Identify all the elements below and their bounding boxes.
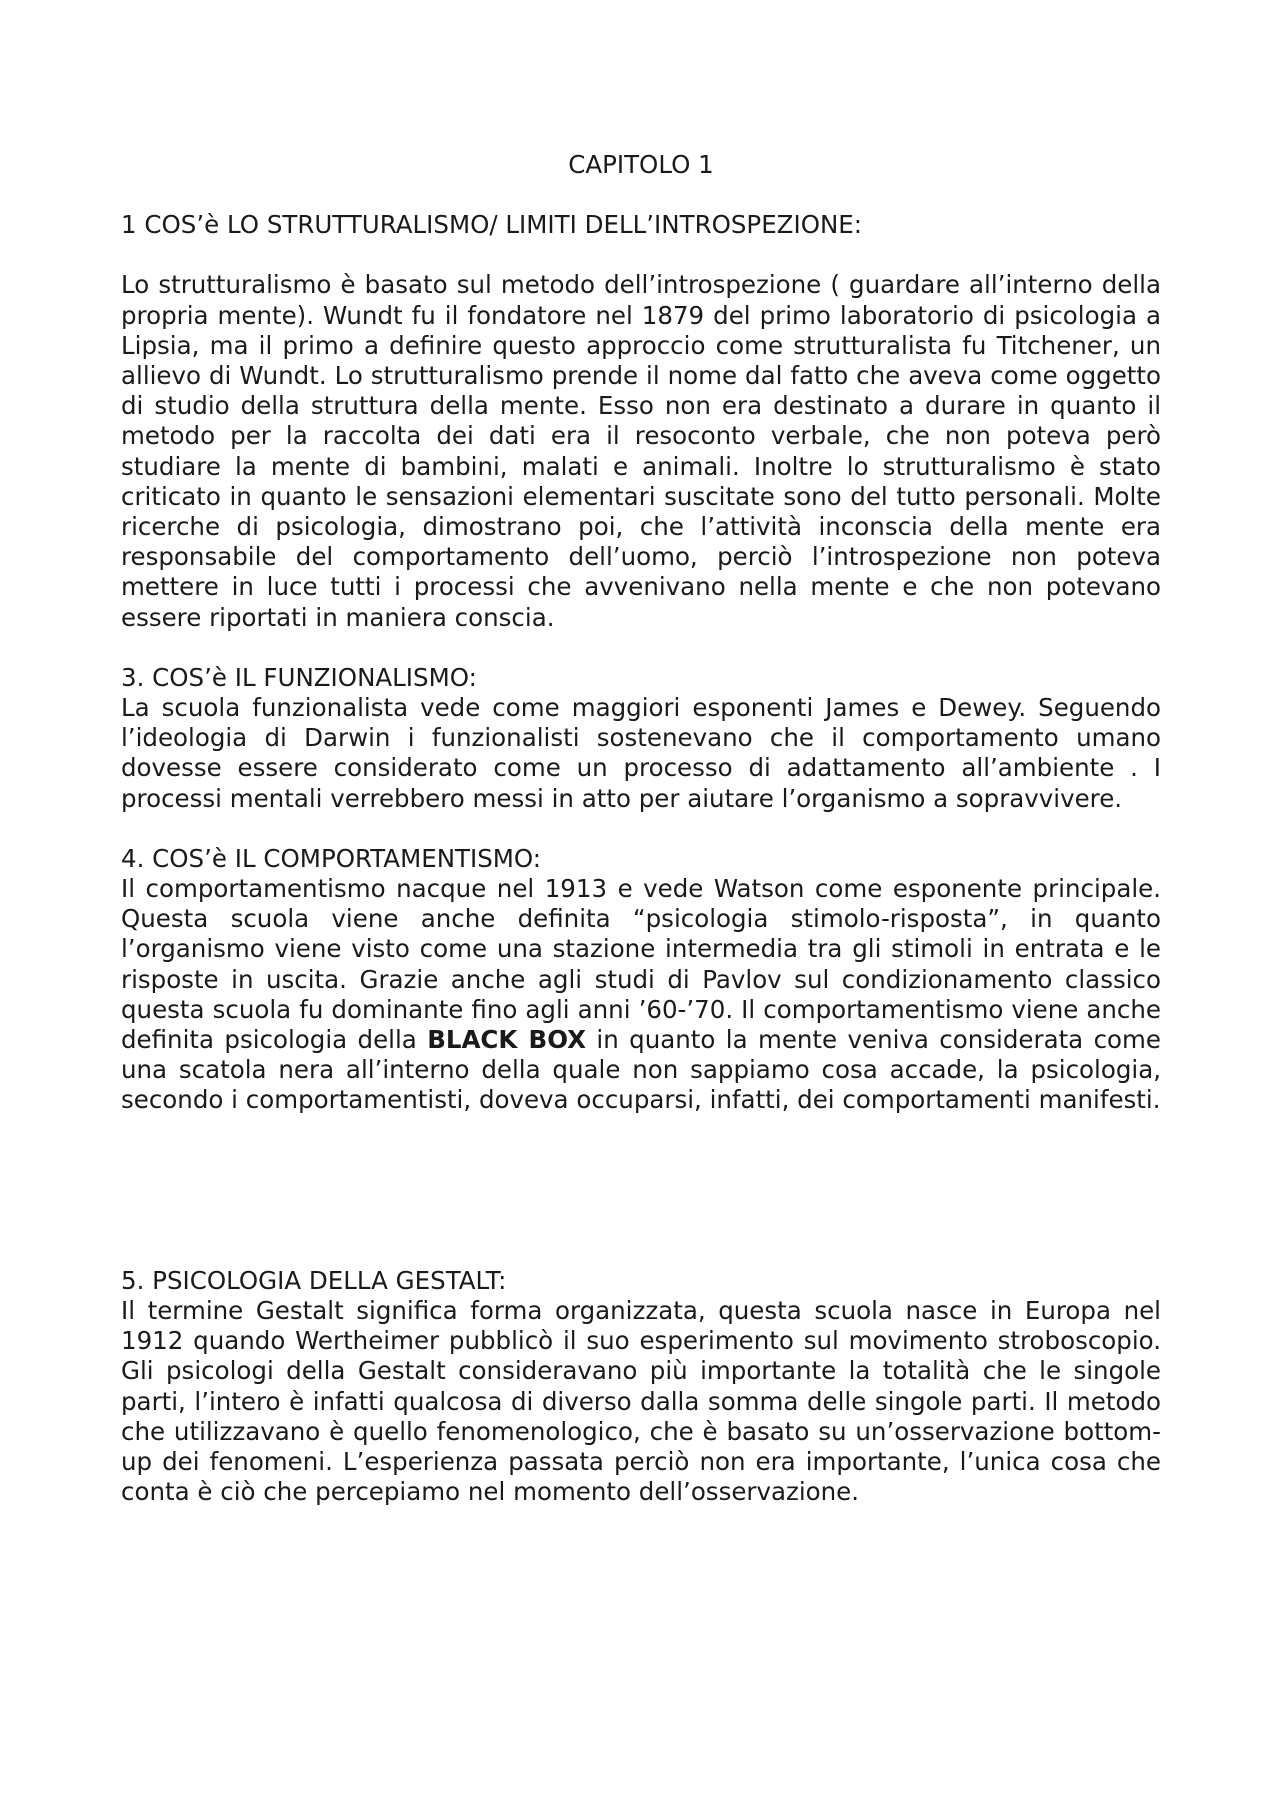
spacer — [121, 633, 1161, 663]
behaviorism-text-part1: Il comportamentismo nacque nel 1913 e vede Watson come esponente principale. Questa scuola viene anche definita “psicologia stimolo-risposta”, in quanto l’organismo viene visto come una stazione intermedia tra gli stimoli in entrata e le risposte in uscita. Grazie anche agli studi di Pavlov sul condizionamento classico questa scuola fu dominante fino agli anni ’60-’70. Il comportamentismo viene anche definita psicologia della — [121, 874, 1161, 1055]
section-heading-functionalism: 3. COS’è IL FUNZIONALISMO: — [121, 662, 477, 692]
chapter-title: CAPITOLO 1 — [568, 150, 714, 179]
document-page — [121, 150, 1161, 1507]
spacer — [121, 1116, 1161, 1266]
section-heading-behaviorism: 4. COS’è IL COMPORTAMENTISMO: — [121, 843, 542, 873]
section-body-gestalt: Il termine Gestalt significa forma organizzata, questa scuola nasce in Europa nel 1912 quando Wertheimer pubblicò il suo esperimento sul movimento stroboscopio. Gli psicologi della Gestalt consideravano più importante la totalità che le singole parti, l’intero è infatti qualcosa di diverso dalla somma delle singole parti. Il metodo che utilizzavano è quello fenomenologico, che è basato su un’osservazione bottom-up dei fenomeni. L’esperienza passata perciò non era importante, l’unica cosa che conta è ciò che percepiamo nel momento dell’osservazione. — [121, 1295, 1161, 1507]
section-body-structuralism: Lo strutturalismo è basato sul metodo dell’introspezione ( guardare all’interno della propria mente). Wundt fu il fondatore nel 1879 del primo laboratorio di psicologia a Lipsia, ma il primo a definire questo approccio come strutturalista fu Titchener, un allievo di Wundt. Lo strutturalismo prende il nome dal fatto che aveva come oggetto di studio della struttura della mente. Esso non era destinato a durare in quanto il metodo per la raccolta dei dati era il resoconto verbale, che non poteva però studiare la mente di bambini, malati e animali. Inoltre lo strutturalismo è stato criticato in quanto le sensazioni elementari suscitate sono del tutto personali. Molte ricerche di psicologia, dimostrano poi, che l’attività inconscia della mente era responsabile del comportamento dell’uomo, perciò l’introspezione non poteva mettere in luce tutti i processi che avvenivano nella mente e che non potevano essere riportati in maniera conscia. — [121, 270, 1161, 632]
section-heading-structuralism: 1 COS’è LO STRUTTURALISMO/ LIMITI DELL’INTROSPEZIONE: — [121, 210, 863, 240]
spacer — [121, 814, 1161, 844]
spacer — [121, 240, 1161, 270]
behaviorism-text-part2: in quanto la mente veniva considerata come una scatola nera all’interno della quale non sappiamo cosa accade, la psicologia, secondo i comportamentisti, doveva occuparsi, infatti, dei comportamenti manifesti. — [121, 1025, 1161, 1115]
spacer — [121, 180, 1161, 210]
section-body-behaviorism — [121, 874, 1161, 1116]
black-box-term: BLACK BOX — [427, 1025, 587, 1055]
section-heading-gestalt: 5. PSICOLOGIA DELLA GESTALT: — [121, 1265, 507, 1295]
section-body-functionalism: La scuola funzionalista vede come maggiori esponenti James e Dewey. Seguendo l’ideologia di Darwin i funzionalisti sostenevano che il comportamento umano dovesse essere considerato come un processo di adattamento all’ambiente . I processi mentali verrebbero messi in atto per aiutare l’organismo a sopravvivere. — [121, 693, 1161, 813]
